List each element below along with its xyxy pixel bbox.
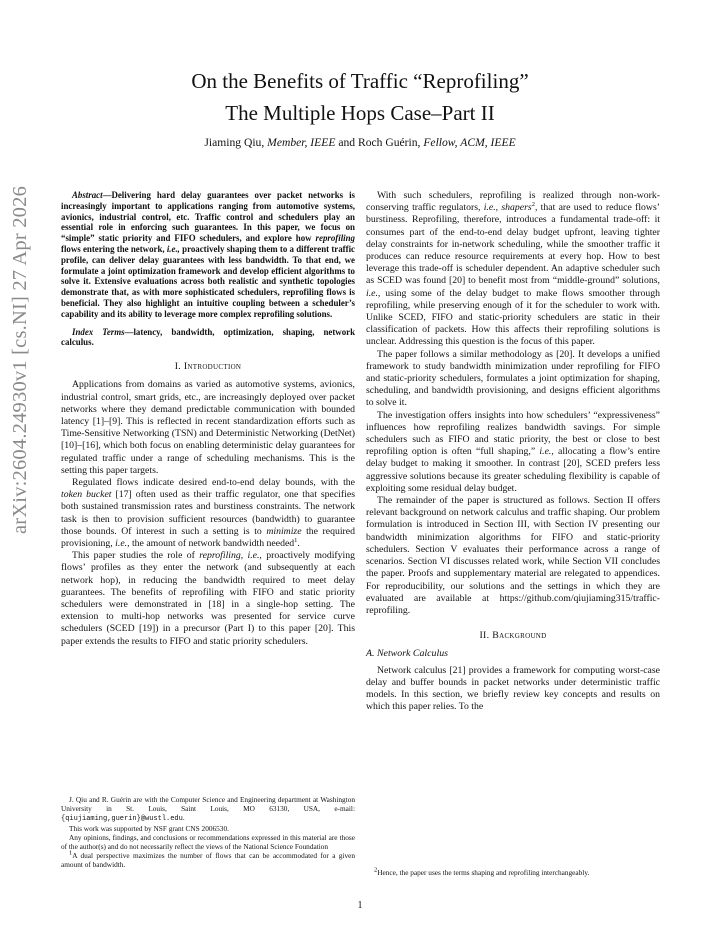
intro-paragraph-3: This paper studies the role of reprofiling, i.e., proactively modifying flows’ profiles as they enter the network (and subsequently at each network hop), in reducing the bandwidth required to meet delay guarantees. The benefits of reprofiling with FIFO and static priority schedulers were demonstrated in [18] in a single-hop setting. The extension to multi-hop networks was presented for service curve schedulers (SCED [19]) in a precursor (Part I) to this paper [20]. This paper extends the results to FIFO and static priority schedulers.: [61, 550, 356, 647]
right-paragraph-1: With such schedulers, reprofiling is realized through non-work-conserving traffic regulators, i.e., shapers$^2$, that are used to reduce flows’ burstiness. Reprofiling, therefore, introduces a fundamental trade-off: it consumes part of the end-to-end delay budget upfront, leaving tighter delay constraints for in-network scheduling, while the smoother traffic it produces can reduce resource requirements at every hop. How to best leverage this trade-off is scheduler dependent. An adaptive scheduler such as SCED was found [20] to benefit most from “middle-ground” solutions, i.e., using some of the delay budget to make flows smoother through reprofiling, while preserving enough of it for the scheduler to work with. Unlike SCED, FIFO and static-priority schedulers are static in their classification of packets. How this affects their reprofiling solutions is unclear. Addressing this question is the focus of this paper.: [366, 190, 661, 348]
footnote-disclaimer: Any opinions, findings, and conclusions or recommendations expressed in this material are those of the author(s) and do not necessarily reflect the views of the National Science Foundation: [61, 833, 355, 851]
author-email[interactable]: {qiujiaming,guerin}@wustl.edu: [61, 815, 183, 823]
author-1-role: Member, IEEE: [267, 136, 336, 149]
paper-title-line2: The Multiple Hops Case–Part II: [225, 101, 495, 125]
arxiv-stamp: arXiv:2604.24930v1 [cs.NI] 27 Apr 2026: [9, 185, 31, 535]
page-number: 1: [357, 900, 363, 911]
intro-paragraph-1: Applications from domains as varied as automotive systems, avionics, industrial control, smart grids, etc., are increasingly deployed over packet networks where they demand predictable communication with bounded latency [1]–[9]. This is reflected in recent standardization efforts such as Time-Sensitive Networking (TSN) and Deterministic Networking (DetNet) [10]–[16], which both focus on enabling deterministic delay guarantees for regulated traffic under a range of scheduling mechanisms. This is the setting this paper targets.: [61, 379, 355, 476]
author-and: and: [338, 136, 356, 149]
footnotes-left: [61, 795, 355, 869]
right-column: [366, 190, 660, 713]
footnote-ref-2[interactable]: 2: [531, 200, 535, 208]
footnote-ref-1[interactable]: 1: [294, 536, 298, 544]
author-2-role: Fellow, ACM, IEEE: [423, 136, 516, 149]
paper-title-line1: On the Benefits of Traffic “Reprofiling”: [191, 69, 529, 93]
footnote-2: $^2$Hence, the paper uses the terms shaping and reprofiling interchangeably.: [374, 866, 590, 877]
right-paragraph-2: The paper follows a similar methodology as [20]. It develops a unified framework to study bandwidth minimization under reprofiling for FIFO and static-priority schedulers, formulates a joint optimization for shaping, scheduling, and bandwidth provisioning, and designs efficient algorithms to solve it.: [366, 348, 660, 409]
intro-paragraph-2: Regulated flows indicate desired end-to-end delay bounds, with the token bucket [17] often used as their traffic regulator, one that specifies both sustained transmission rates and burstiness constraints. The network task is then to provision sufficient resources (bandwidth) to guarantee those bounds. Of interest in such a setting is to minimize the required provisioning, i.e., the amount of network bandwidth needed$^1$.: [61, 476, 355, 549]
right-paragraph-5: Network calculus [21] provides a framework for computing worst-case delay and buffer bounds in packet networks under deterministic traffic models. In this section, we briefly review key concepts and results on which this paper relies. To the: [366, 664, 660, 713]
abstract-label: Abstract: [72, 190, 103, 200]
footnote-affiliation: J. Qiu and R. Guérin are with the Computer Science and Engineering department at Washington University in St. Louis, Saint Louis, MO 63130, USA, e-mail: {qiujiaming,guerin}@wustl.edu.: [61, 795, 355, 823]
footnotes-right: [366, 868, 660, 877]
footnote-funding: This work was supported by NSF grant CNS 2006530.: [69, 824, 229, 833]
author-line: [90, 136, 630, 149]
section-heading-introduction: I. Introduction: [174, 361, 242, 373]
abstract: Abstract—Delivering hard delay guarantees over packet networks is increasingly important to applications ranging from automotive systems, avionics, industrial control, etc. Traffic control and schedulers play an essential role in enforcing such guarantees. In this paper, we focus on “simple” static priority and FIFO schedulers, and explore how reprofiling flows entering the network, i.e., proactively shaping them to a different traffic profile, can deliver delay guarantees with less bandwidth. To that end, we formulate a joint optimization framework and develop efficient algorithms to solve it. Extensive evaluations across both realistic and synthetic topologies demonstrate that, as with more sophisticated schedulers, reprofiling flows is beneficial. They also highlight an intuitive coupling between a scheduler’s capability and its ability to leverage more complex reprofiling solutions.: [61, 190, 355, 319]
index-terms-label: Index Terms: [72, 326, 125, 337]
left-column: [61, 190, 355, 648]
right-paragraph-4: The remainder of the paper is structured as follows. Section II offers relevant background on network calculus and traffic shaping. Our problem formulation is introduced in Section III, with Section IV presenting our bandwidth minimization algorithms for FIFO and static-priority schedulers. Section V evaluates their performance across a range of scenarios. Section VI discusses related work, while Section VII concludes the paper. Proofs and supplementary material are relegated to appendices. For reproducibility, our solutions and the settings in which they are evaluated are available at https://github.com/qiujiaming315/traffic-reprofiling.: [366, 495, 660, 616]
footnote-1: $^1$A dual perspective maximizes the number of flows that can be accommodated for a given amount of bandwidth.: [61, 849, 355, 869]
author-1: Jiaming Qiu,: [204, 136, 265, 149]
author-2: Roch Guérin,: [357, 136, 421, 149]
index-terms: Index Terms—latency, bandwidth, optimization, shaping, network calculus.: [61, 326, 356, 348]
subsection-heading-network-calculus: A. Network Calculus: [366, 648, 449, 660]
section-heading-background: II. Background: [479, 630, 547, 642]
right-paragraph-3: The investigation offers insights into how schedulers’ “expressiveness” influences how reprofiling realizes bandwidth savings. For simple schedulers such as FIFO and static priority, the best or close to best reprofiling option is often “full shaping,” i.e., allocating a flow’s entire delay budget to making it smoother. In contrast [20], SCED prefers less aggressive solutions because its greater scheduling flexibility is capable of exploiting some residual delay budget.: [366, 409, 660, 494]
